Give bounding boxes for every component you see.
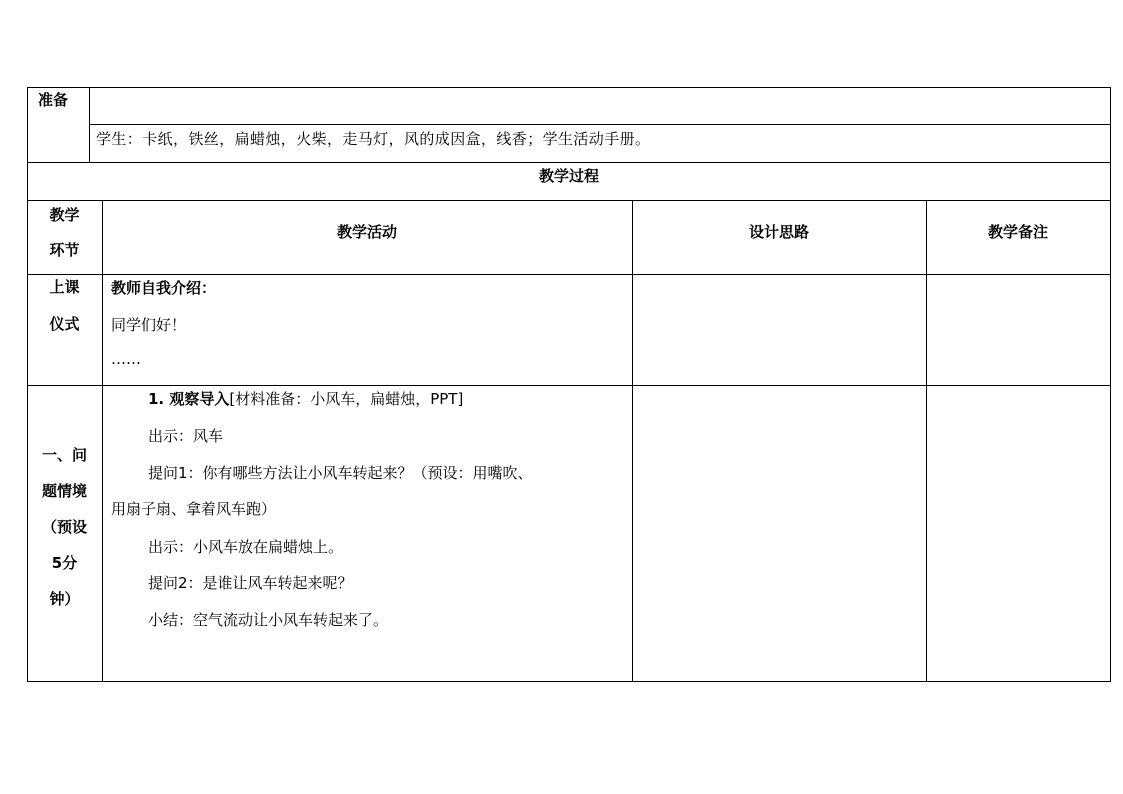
- row1-stage-line-1: 上课: [49, 278, 80, 296]
- activity-column-divider: [632, 200, 633, 682]
- header-notes: 教学备注: [987, 223, 1048, 241]
- row2-stage-line-1: 一、问: [41, 446, 87, 464]
- row2-activity-line-2: 提问1：你有哪些方法让小风车转起来？（预设：用嘴吹、: [148, 464, 533, 482]
- row-border: [27, 274, 1111, 275]
- row1-stage-line-2: 仪式: [49, 315, 80, 333]
- row2-activity-line-3: 用扇子扇、拿着风车跑）: [111, 500, 277, 518]
- row2-heading-materials: [材料准备：小风车，扁蜡烛，PPT]: [229, 390, 464, 408]
- header-activity: 教学活动: [336, 223, 397, 241]
- row2-stage-line-4: 5分: [51, 554, 78, 572]
- row2-activity-line-5: 提问2：是谁让风车转起来呢？: [148, 574, 353, 592]
- prep-label-divider: [89, 87, 90, 162]
- row1-activity-line-3: ……: [111, 350, 141, 368]
- table-border-top: [27, 87, 1111, 88]
- row1-activity-line-1: 教师自我介绍：: [111, 279, 217, 297]
- row1-activity-line-2: 同学们好！: [111, 316, 187, 334]
- row-border: [27, 385, 1111, 386]
- header-stage-line-1: 教学: [49, 206, 80, 224]
- prep-students-text: 学生：卡纸，铁丝，扁蜡烛，火柴，走马灯，风的成因盒，线香；学生活动手册。: [96, 130, 651, 148]
- process-title: 教学过程: [538, 167, 599, 185]
- row-border: [27, 162, 1111, 163]
- header-stage-line-2: 环节: [49, 241, 80, 259]
- table-border-bottom: [27, 681, 1111, 682]
- row2-stage-line-2: 题情境: [41, 482, 87, 500]
- row-border: [27, 200, 1111, 201]
- design-column-divider: [926, 200, 927, 682]
- row2-stage-line-3: （预设: [41, 518, 87, 536]
- row2-heading: [148, 389, 463, 409]
- row2-activity-line-1: 出示：风车: [148, 427, 224, 445]
- stage-column-divider: [102, 200, 103, 682]
- header-design: 设计思路: [748, 223, 809, 241]
- row2-activity-line-6: 小结：空气流动让小风车转起来了。: [148, 611, 389, 629]
- prep-divider: [89, 124, 1111, 125]
- row2-activity-line-4: 出示：小风车放在扁蜡烛上。: [148, 538, 344, 556]
- row2-heading-bold: 1. 观察导入: [148, 390, 230, 408]
- row2-stage-line-5: 钟）: [49, 590, 80, 608]
- prep-label: 准备: [38, 91, 69, 109]
